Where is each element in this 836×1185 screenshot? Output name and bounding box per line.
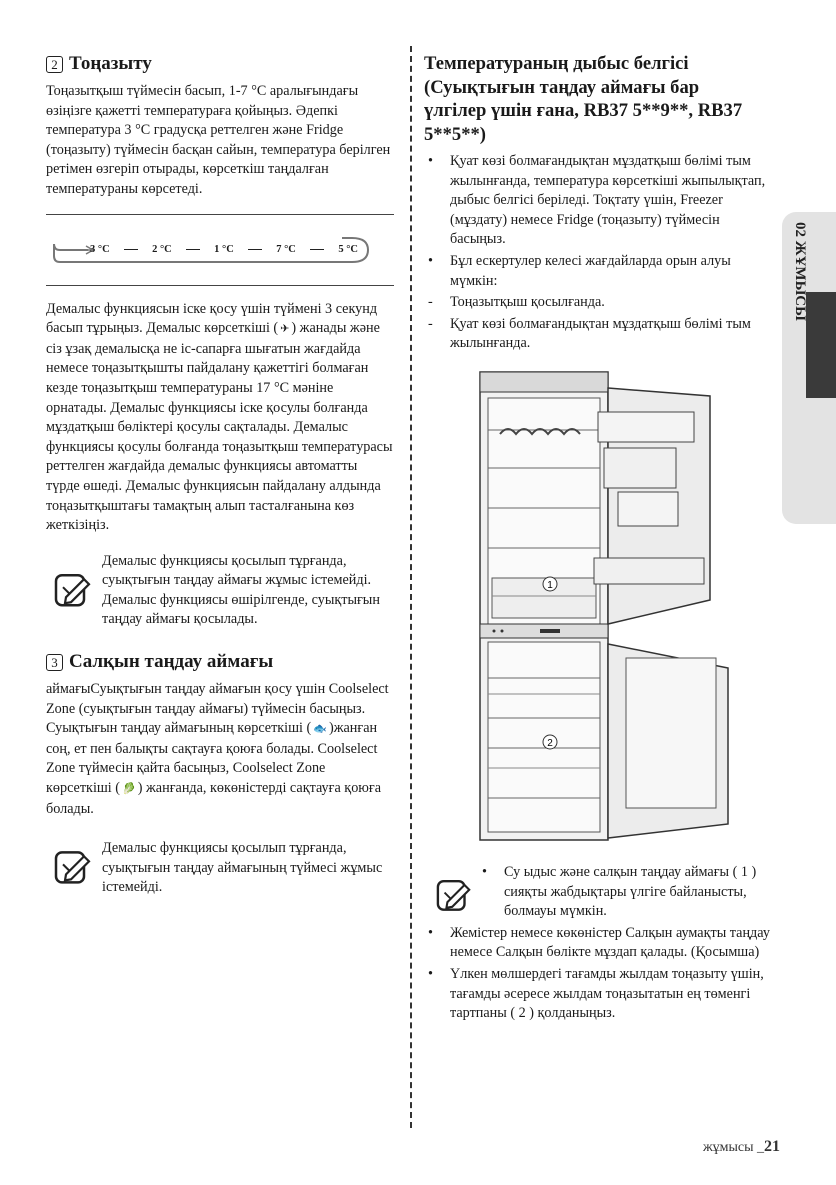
note-text: Демалыс функциясы қосылып тұрғанда, суықтығын таңдау аймағы жұмыс істемейді. Демалыс функциясы өшірілгенде, суықтығын таңдау аймағы қосылады. — [102, 552, 380, 628]
temp-value: 1 °C — [214, 244, 234, 256]
section-fridge-heading — [46, 52, 394, 76]
cool-zone-paragraph: аймағыСуықтығын таңдау аймағын қосу үшін Coolselect Zone (суықтығын таңдау аймағы) түймесін басыңыз. Суықтығын таңдау аймағының көрсеткіші ( 🐟 )жанған соң, ет пен балықты сақтауға қоюға болады. Coolselect Zone түймесін қайта басыңыз, Coolselect Zone көрсеткіші ( 🥬 ) жанғанда, көкөністерді сақтауға қоюға болады. — [46, 681, 389, 817]
page-number: 21 — [764, 1138, 780, 1155]
note-pencil-icon — [54, 552, 94, 630]
left-column — [46, 52, 394, 898]
list-item: • Су ыдыс және салқын таңдау аймағы ( 1 ) сияқты жабдықтары үлгіге байланысты, болмауы мүмкін. — [482, 864, 757, 920]
footer-label: жұмысы _ — [702, 1140, 764, 1155]
alarm-heading: Температураның дыбыс белгісі (Суықтығын таңдау аймағы бар үлгілер үшін ғана, RB37 5**9**, RB37 5**5**) — [424, 53, 743, 145]
right-column — [424, 52, 766, 356]
temp-value: 7 °C — [276, 244, 296, 256]
temperature-sequence — [90, 237, 358, 263]
storage-bullet-list — [424, 924, 770, 1024]
note-text: Демалыс функциясы қосылып тұрғанда, суықтығын таңдау аймағының түймесі жұмыс істемейді. — [102, 840, 383, 896]
list-item: • Жемістер немесе көкөністер Салқын аумақты таңдау немесе Салқын бөлікте мұздап қалады. (Қосымша) — [428, 924, 770, 961]
meat-fish-icon: 🐟 — [313, 723, 327, 736]
callout-1: 1 — [547, 580, 553, 591]
list-item: - Тоңазытқыш қосылғанда. — [428, 294, 605, 311]
list-item: - Қуат көзі болмағандықтан мұздатқыш бөлімі тым жылынғанда. — [428, 315, 751, 352]
temp-value: 5 °C — [338, 244, 358, 256]
note-pencil-icon — [54, 839, 94, 898]
bottom-notes — [424, 863, 770, 1026]
column-divider — [410, 46, 412, 1128]
note-block — [424, 863, 770, 924]
section-number: 3 — [46, 654, 63, 671]
section-title: Салқын таңдау аймағы — [69, 651, 274, 673]
page-footer — [703, 1138, 780, 1156]
callout-2: 2 — [547, 738, 553, 749]
list-item: • Қуат көзі болмағандықтан мұздатқыш бөлімі тым жылынғанда, температура көрсеткіші жыпылықтап, дыбыс белгісі беріледі. Тоқтату үшін, Freezer (мұздату) немесе Fridge (тоңазыту) түймесін басыңыз. — [428, 153, 766, 248]
vacation-paragraph: Демалыс функциясын іске қосу үшін түймені 3 секунд басып тұрыңыз. Демалыс көрсеткіші ( ✈ ) жанады және сіз ұзақ демалысқа не іс-сапарға шығатын жағдайда немесе тоңазытқышты пайдалану қажеттігі болмаған кезде тоңазытқыш температураны 17 °C мәніне орнатады. Демалыс функциясы іске қосулы болғанда мұздатқыш бөліктері қосулы сақталады. Демалыс функциясы қосулы болғанда тоңазытқыш температурасы реттелген жағдайда демалыс функциясы автоматты түрде өшеді. Демалыс функциясын пайдалану алдында тоңазытқыштағы тамақтың алып тасталғанына көз жеткізіңіз. — [46, 300, 393, 534]
temp-value: 2 °C — [152, 244, 172, 256]
fridge-paragraph: Тоңазытқыш түймесін басып, 1-7 °C аралығындағы өзіңізге қажетті температураға қойыңыз. Әдепкі температура 3 °C градусқа реттелген және Fridge (тоңазыту) түймесін басқан сайын, температура берілген ретімен өзгеріп отырады, көрсеткіш таңдалған температураны көрсетеді. — [46, 83, 391, 197]
note-pencil-icon — [436, 869, 474, 924]
note-block — [46, 839, 394, 898]
chapter-label: 02 ЖҰМЫСЫ — [792, 222, 808, 321]
temperature-cycle-diagram — [46, 214, 394, 286]
vegetable-icon: 🥬 — [122, 783, 136, 796]
list-item: • Бұл ескертулер келесі жағдайларда орын алуы мүмкін: — [428, 252, 731, 289]
fridge-illustration — [470, 368, 740, 846]
section-title: Тоңазыту — [69, 53, 152, 74]
temp-value: 3 °C — [90, 244, 110, 256]
alarm-bullet-list — [424, 152, 766, 354]
chapter-tab — [782, 212, 836, 524]
section-number: 2 — [46, 56, 63, 73]
vacation-icon: ✈ — [280, 323, 290, 336]
list-item: • Үлкен мөлшердегі тағамды жылдам тоңазыту үшін, тағамды әсересе жылдам тоңазытатын ең төменгі тартпаны ( 2 ) қолданыңыз. — [428, 965, 764, 1022]
section-cool-zone-heading — [46, 650, 394, 674]
note-block — [46, 552, 394, 630]
